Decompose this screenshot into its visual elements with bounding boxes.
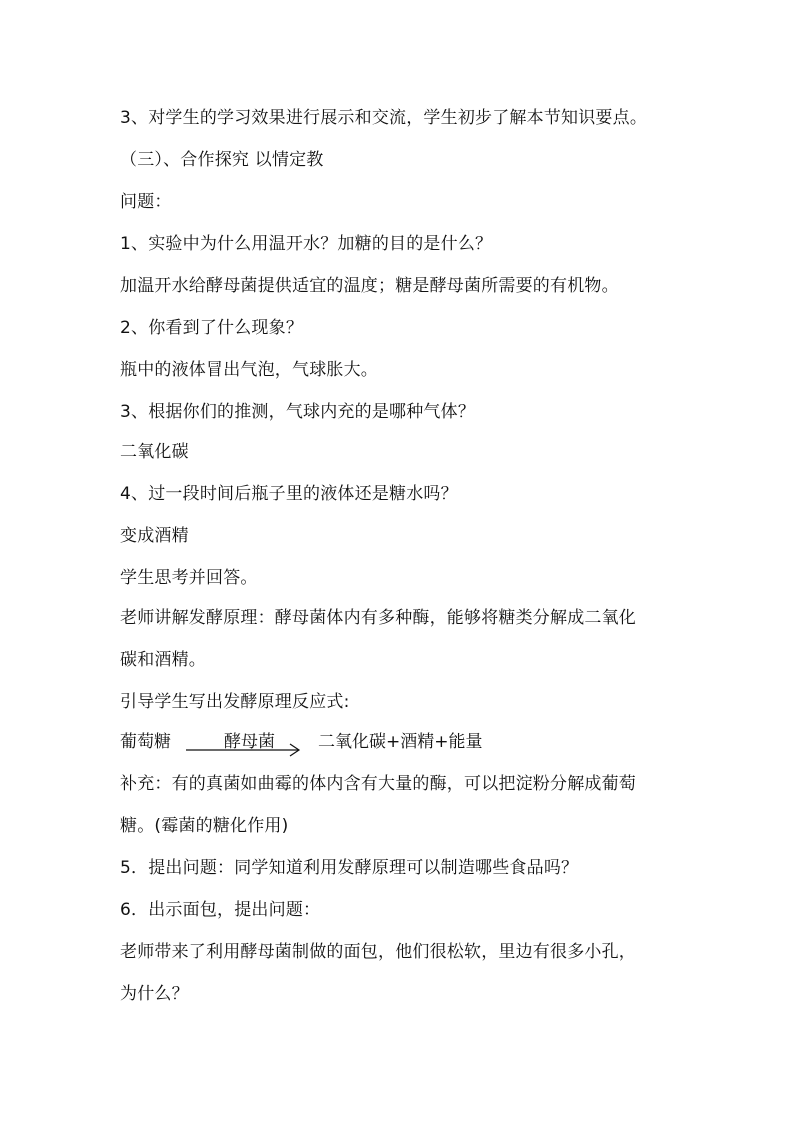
arrow-icon — [186, 738, 304, 758]
text-line: 引导学生写出发酵原理反应式: — [120, 692, 350, 712]
question-line: 2、你看到了什么现象？ — [120, 318, 304, 338]
answer-line: 加温开水给酵母菌提供适宜的温度；糖是酵母菌所需要的有机物。 — [120, 276, 619, 296]
text-line: 补充：有的真菌如曲霉的体内含有大量的酶，可以把淀粉分解成葡萄 — [120, 774, 636, 794]
text-line: 糖。(霉菌的糖化作用) — [120, 816, 289, 836]
text-line: 问题： — [120, 192, 172, 212]
text-line: 老师讲解发酵原理：酵母菌体内有多种酶，能够将糖类分解成二氧化 — [120, 608, 636, 628]
answer-line: 变成酒精 — [120, 526, 189, 546]
text-line: 3、对学生的学习效果进行展示和交流，学生初步了解本节知识要点。 — [120, 108, 648, 128]
answer-line: 二氧化碳 — [120, 442, 189, 462]
text-line: 为什么？ — [120, 984, 189, 1004]
question-line: 3、根据你们的推测，气球内充的是哪种气体？ — [120, 402, 476, 422]
reaction-reactant: 葡萄糖 — [120, 732, 171, 752]
reaction-products: 二氧化碳+酒精+能量 — [318, 732, 483, 752]
question-line: 4、过一段时间后瓶子里的液体还是糖水吗？ — [120, 484, 458, 504]
reaction-arrow — [186, 730, 304, 760]
reaction-catalyst: 酵母菌 — [224, 732, 275, 752]
question-line: 5．提出问题：同学知道利用发酵原理可以制造哪些食品吗？ — [120, 858, 579, 878]
text-line: 6．出示面包，提出问题： — [120, 900, 321, 920]
text-line: 学生思考并回答。 — [120, 568, 258, 588]
section-heading: （三）、合作探究 以情定教 — [120, 150, 324, 170]
question-line: 1、实验中为什么用温开水？加糖的目的是什么？ — [120, 234, 493, 254]
text-line: 老师带来了利用酵母菌制做的面包，他们很松软，里边有很多小孔， — [120, 942, 636, 962]
text-line: 碳和酒精。 — [120, 650, 206, 670]
answer-line: 瓶中的液体冒出气泡，气球胀大。 — [120, 360, 378, 380]
